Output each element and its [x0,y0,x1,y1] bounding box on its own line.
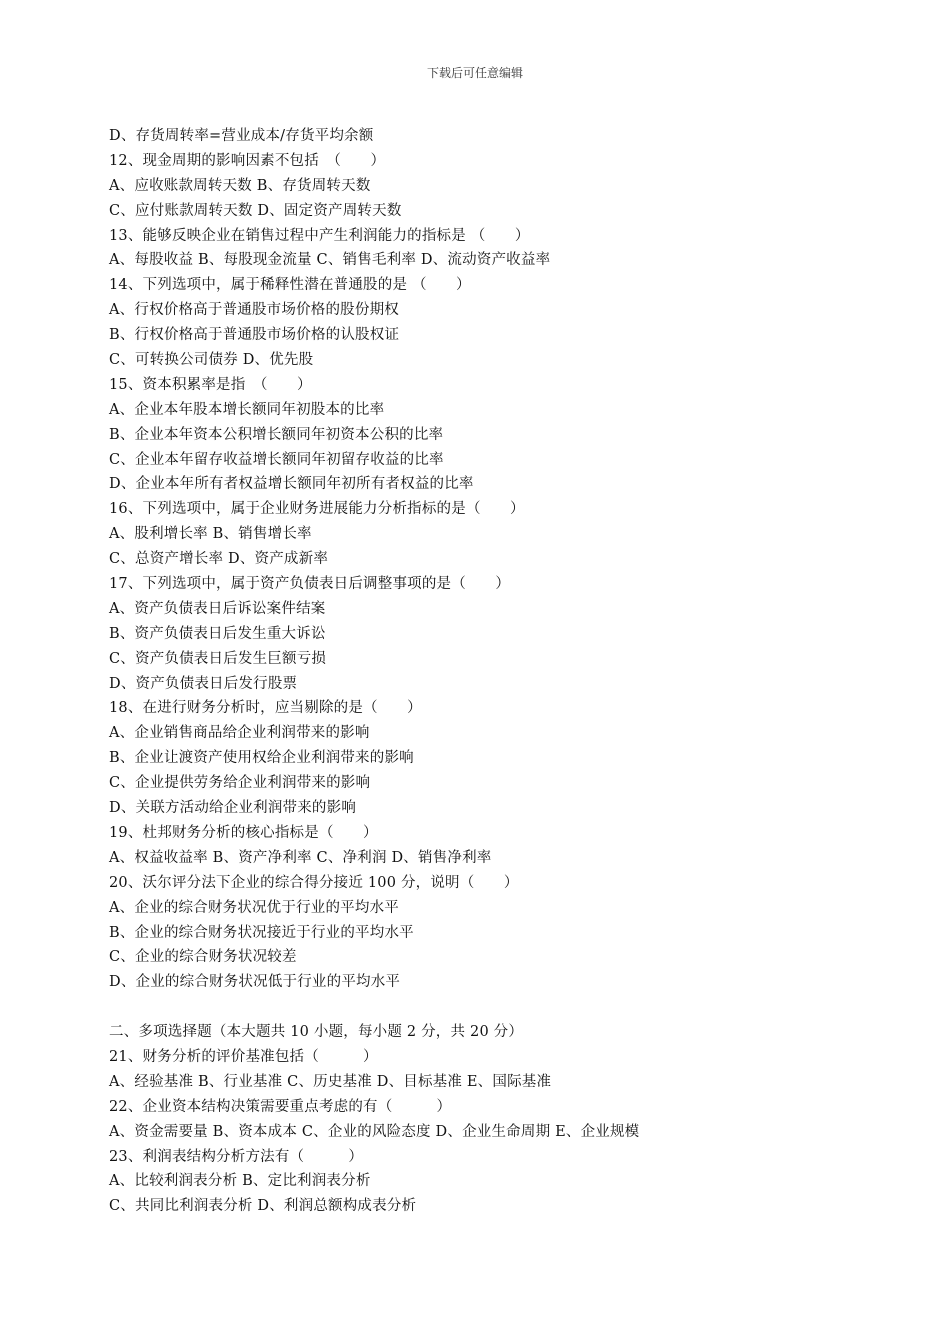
text-line: 19、杜邦财务分析的核心指标是（ ） [109,824,378,841]
text-line: A、资金需要量 B、资本成本 C、企业的风险态度 D、企业生命周期 E、企业规模 [109,1123,640,1140]
text-line: 23、利润表结构分析方法有（ ） [109,1148,364,1165]
text-line: A、经验基准 B、行业基准 C、历史基准 D、目标基准 E、国际基准 [109,1073,552,1090]
text-line: A、比较利润表分析 B、定比利润表分析 [109,1173,371,1190]
text-line: C、资产负债表日后发生巨额亏损 [109,650,327,667]
text-line: B、行权价格高于普通股市场价格的认股权证 [109,327,400,344]
text-line: B、企业让渡资产使用权给企业利润带来的影响 [109,750,414,767]
text-line: 13、能够反映企业在销售过程中产生利润能力的指标是 （ ） [109,227,530,244]
text-line: B、企业本年资本公积增长额同年初资本公积的比率 [109,426,444,443]
text-line: A、企业销售商品给企业利润带来的影响 [109,725,370,742]
text-line: 18、在进行财务分析时，应当剔除的是（ ） [109,700,422,717]
text-line: C、企业提供劳务给企业利润带来的影响 [109,775,371,792]
text-line: 20、沃尔评分法下企业的综合得分接近 100 分，说明（ ） [109,874,519,891]
document-body [109,124,909,1219]
text-line: D、存货周转率=营业成本/存货平均余额 [109,128,374,144]
text-line: D、关联方活动给企业利润带来的影响 [109,800,357,817]
text-line: A、企业本年股本增长额同年初股本的比率 [109,401,385,418]
text-line: A、权益收益率 B、资产净利率 C、净利润 D、销售净利率 [109,849,492,866]
text-line: A、应收账款周转天数 B、存货周转天数 [109,177,371,194]
text-line: 15、资本积累率是指 （ ） [109,376,312,393]
text-line: C、企业本年留存收益增长额同年初留存收益的比率 [109,451,444,468]
text-line: A、资产负债表日后诉讼案件结案 [109,600,326,617]
text-line: D、资产负债表日后发行股票 [109,675,298,692]
text-line: A、企业的综合财务状况优于行业的平均水平 [109,899,399,916]
text-line: 12、现金周期的影响因素不包括 （ ） [109,152,386,169]
text-line: C、企业的综合财务状况较差 [109,949,297,966]
text-line: A、每股收益 B、每股现金流量 C、销售毛利率 D、流动资产收益率 [109,252,551,269]
text-line: B、企业的综合财务状况接近于行业的平均水平 [109,924,414,941]
text-line: D、企业本年所有者权益增长额同年初所有者权益的比率 [109,476,474,493]
text-line: 二、多项选择题（本大题共 10 小题，每小题 2 分，共 20 分） [109,1024,524,1041]
text-line: C、应付账款周转天数 D、固定资产周转天数 [109,202,402,219]
text-line: C、总资产增长率 D、资产成新率 [109,551,329,568]
text-line: 17、下列选项中，属于资产负债表日后调整事项的是（ ） [109,576,511,593]
page-header: 下载后可任意编辑 [426,66,523,80]
blank-line [109,995,909,1020]
text-line: 14、下列选项中，属于稀释性潜在普通股的是 （ ） [109,277,471,294]
text-line: 22、企业资本结构决策需要重点考虑的有（ ） [109,1098,452,1115]
text-line: C、可转换公司债券 D、优先股 [109,352,314,369]
text-line: C、共同比利润表分析 D、利润总额构成表分析 [109,1198,417,1215]
text-line: 16、下列选项中，属于企业财务进展能力分析指标的是（ ） [109,501,525,518]
text-line: B、资产负债表日后发生重大诉讼 [109,625,326,642]
text-line: D、企业的综合财务状况低于行业的平均水平 [109,974,401,991]
text-line: A、股利增长率 B、销售增长率 [109,526,312,543]
text-line: 21、财务分析的评价基准包括（ ） [109,1048,378,1065]
text-line: A、行权价格高于普通股市场价格的股份期权 [109,302,399,319]
